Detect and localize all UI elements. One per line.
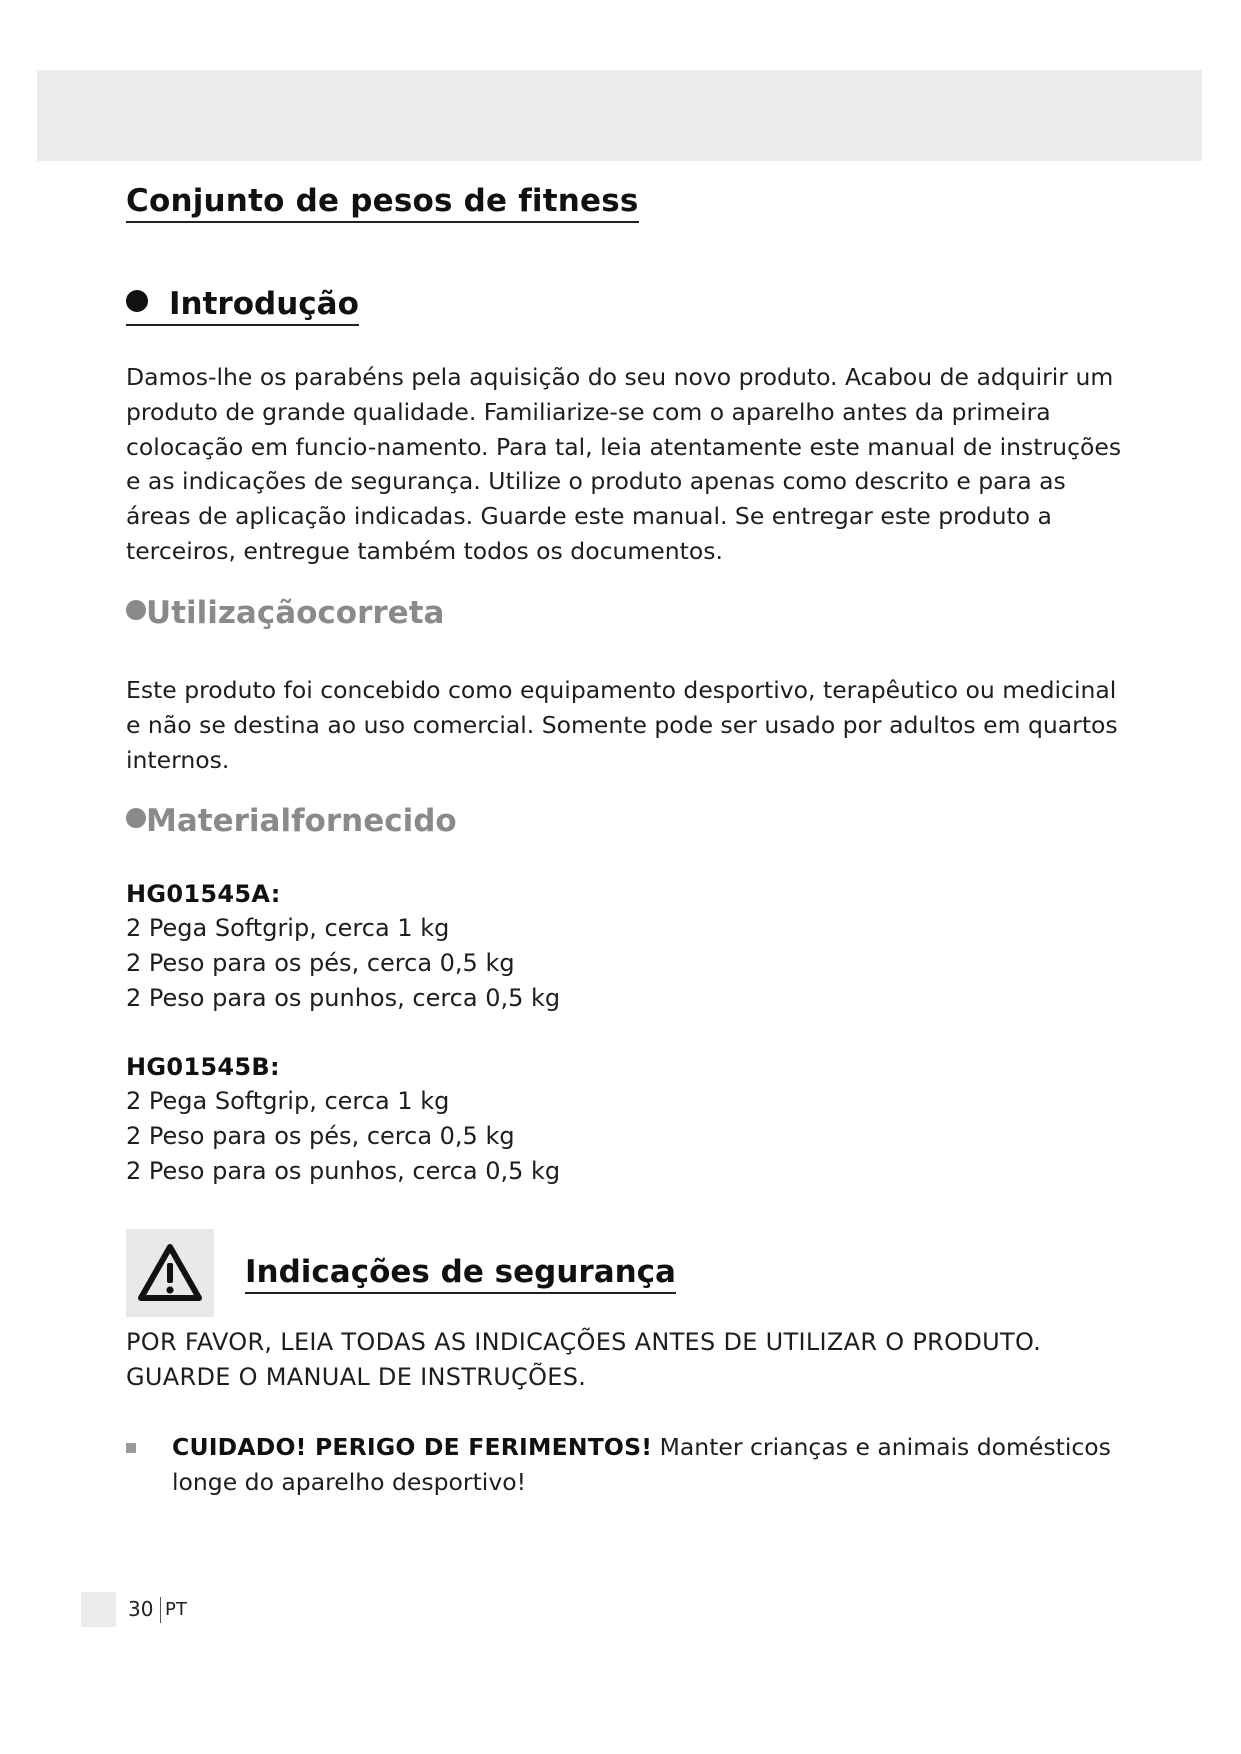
square-bullet-icon — [126, 1443, 136, 1453]
bullet-icon — [126, 290, 148, 312]
caps-line: GUARDE O MANUAL DE INSTRUÇÕES. — [126, 1362, 587, 1391]
safety-instructions-caps — [126, 1325, 1126, 1395]
section-heading-label: Introdução — [169, 286, 359, 322]
page-number: 30 — [128, 1597, 154, 1621]
list-item: 2 Pega Softgrip, cerca 1 kg — [126, 914, 450, 942]
section-heading-label: Utilizaçãocorreta — [146, 595, 445, 631]
introduction-paragraph: Damos-lhe os parabéns pela aquisição do seu novo produto. Acabou de adquirir um produto de grande qualidade. Familiarize-se com o aparelho antes da primeira colocação em funcio-namento. Para tal, leia atentamente este manual de instruções e as indicações de segurança. Utilize o produto apenas como descrito e para as áreas de aplicação indicadas. Guarde este manual. Se entregar este produto a terceiros, entregue também todos os documentos. — [126, 363, 1122, 565]
section-heading-supplied-material — [126, 803, 457, 839]
bullet-icon — [126, 600, 146, 620]
caps-line: POR FAVOR, LEIA TODAS AS INDICAÇÕES ANTES DE UTILIZAR O PRODUTO. — [126, 1328, 1042, 1356]
model-code: HG01545B: — [126, 1053, 280, 1081]
list-item: 2 Peso para os pés, cerca 0,5 kg — [126, 948, 515, 977]
section-heading-safety: Indicações de segurança — [245, 1254, 676, 1294]
warning-body: Manter crianças e animais domésticos longe do aparelho desportivo! — [172, 1433, 1111, 1496]
warning-triangle-icon — [126, 1229, 214, 1317]
list-item: 2 Peso para os punhos, cerca 0,5 kg — [126, 983, 561, 1012]
supplied-items-list — [126, 911, 560, 1015]
list-item: 2 Peso para os pés, cerca 0,5 kg — [126, 1121, 515, 1150]
list-item: 2 Pega Softgrip, cerca 1 kg — [126, 1087, 450, 1115]
safety-warning-item — [126, 1430, 1116, 1500]
section-heading-correct-use — [126, 595, 444, 631]
footer-marker — [81, 1592, 116, 1627]
document-title: Conjunto de pesos de fitness — [126, 183, 639, 223]
section-heading-label: Materialfornecido — [146, 803, 457, 839]
supplied-items-list — [126, 1084, 560, 1188]
list-item: 2 Peso para os punhos, cerca 0,5 kg — [126, 1156, 561, 1185]
bullet-icon — [126, 808, 146, 828]
correct-use-paragraph: Este produto foi concebido como equipamento desportivo, terapêutico ou medicinal e não se destina ao uso comercial. Somente pode ser usado por adultos em quartos internos. — [126, 676, 1118, 774]
warning-strong: CUIDADO! PERIGO DE FERIMENTOS! — [172, 1433, 653, 1461]
header-band — [37, 70, 1202, 161]
model-code: HG01545A: — [126, 880, 281, 908]
warning-text — [172, 1430, 1116, 1500]
page-language: PT — [160, 1597, 187, 1623]
section-heading-introduction — [126, 286, 359, 326]
